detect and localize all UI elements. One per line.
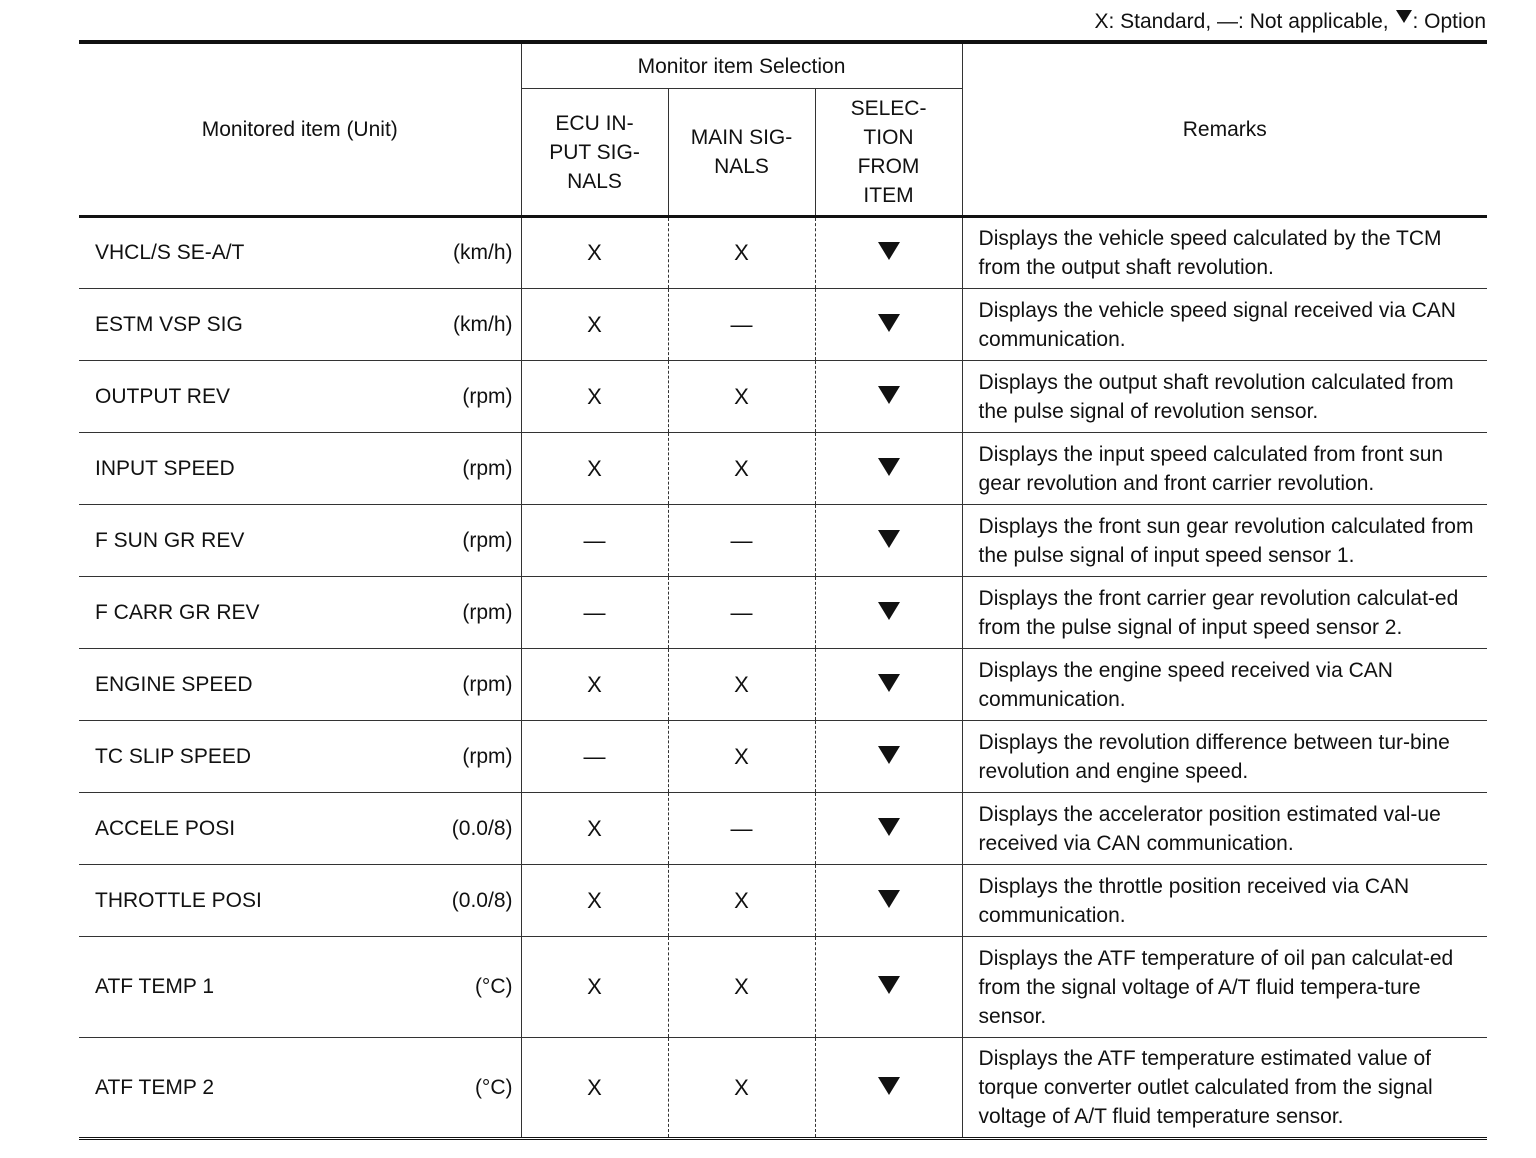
triangle-down-icon — [878, 976, 900, 994]
selection-from-item-mark — [815, 937, 962, 1038]
table-row — [79, 649, 1487, 721]
monitored-item-cell — [79, 433, 521, 505]
monitored-item-cell — [79, 289, 521, 361]
triangle-down-icon — [878, 530, 900, 548]
table-row — [79, 1038, 1487, 1139]
ecu-input-mark: X — [521, 937, 668, 1038]
triangle-down-icon — [878, 1077, 900, 1095]
legend-text: X: Standard, —: Not applicable, — [1094, 10, 1395, 33]
ecu-input-mark: X — [521, 361, 668, 433]
selection-from-item-mark — [815, 793, 962, 865]
item-name: INPUT SPEED — [95, 456, 235, 480]
table-row — [79, 289, 1487, 361]
remarks-cell: Displays the front sun gear revolution calculated from the pulse signal of input speed sensor 1. — [962, 505, 1487, 577]
ecu-input-mark: X — [521, 1038, 668, 1139]
main-signals-mark: — — [668, 289, 815, 361]
triangle-down-icon — [878, 242, 900, 260]
remarks-cell: Displays the vehicle speed calculated by the TCM from the output shaft revolution. — [962, 217, 1487, 289]
triangle-down-icon — [878, 746, 900, 764]
legend — [1094, 10, 1486, 34]
main-signals-mark: — — [668, 793, 815, 865]
triangle-down-icon — [878, 674, 900, 692]
selection-from-item-mark — [815, 289, 962, 361]
ecu-input-mark: X — [521, 433, 668, 505]
item-unit: (rpm) — [462, 672, 513, 696]
monitored-item-cell — [79, 721, 521, 793]
item-unit: (0.0/8) — [451, 816, 513, 840]
monitored-item-cell — [79, 793, 521, 865]
table-row — [79, 865, 1487, 937]
table-row — [79, 577, 1487, 649]
header-selection-from-item: SELEC- TION FROM ITEM — [815, 89, 962, 217]
item-name: ATF TEMP 1 — [95, 975, 215, 998]
item-name: ATF TEMP 2 — [95, 1075, 215, 1099]
remarks-cell: Displays the output shaft revolution calculated from the pulse signal of revolution sensor. — [962, 361, 1487, 433]
ecu-input-mark: X — [521, 865, 668, 937]
main-signals-mark: X — [668, 217, 815, 289]
table-row — [79, 721, 1487, 793]
table-row — [79, 505, 1487, 577]
item-name: THROTTLE POSI — [95, 888, 262, 912]
remarks-cell: Displays the engine speed received via CAN communication. — [962, 649, 1487, 721]
item-unit: (rpm) — [462, 456, 513, 480]
monitor-item-table — [79, 40, 1487, 1140]
item-name: ACCELE POSI — [95, 816, 236, 840]
ecu-input-mark: — — [521, 577, 668, 649]
remarks-cell: Displays the revolution difference between tur-bine revolution and engine speed. — [962, 721, 1487, 793]
triangle-down-icon — [1396, 10, 1412, 23]
header-main-signals: MAIN SIG- NALS — [668, 89, 815, 217]
header-remarks: Remarks — [962, 42, 1487, 217]
ecu-input-mark: — — [521, 505, 668, 577]
table-row — [79, 937, 1487, 1038]
item-unit: (rpm) — [462, 384, 513, 408]
item-unit: (km/h) — [453, 312, 513, 336]
item-unit: (°C) — [474, 1075, 513, 1099]
item-unit: (rpm) — [462, 744, 513, 768]
ecu-input-mark: X — [521, 649, 668, 721]
triangle-down-icon — [878, 458, 900, 476]
ecu-input-mark: X — [521, 793, 668, 865]
table-body — [79, 217, 1487, 1139]
item-unit: (rpm) — [462, 528, 513, 552]
header-monitored-item: Monitored item (Unit) — [79, 42, 521, 217]
main-signals-mark: X — [668, 649, 815, 721]
header-ecu-input-signals: ECU IN- PUT SIG- NALS — [521, 89, 668, 217]
item-name: F SUN GR REV — [95, 528, 245, 552]
table-row — [79, 217, 1487, 289]
main-signals-mark: X — [668, 937, 815, 1038]
item-unit: (0.0/8) — [451, 888, 513, 912]
selection-from-item-mark — [815, 649, 962, 721]
item-name: F CARR GR REV — [95, 600, 260, 624]
monitored-item-cell — [79, 217, 521, 289]
monitored-item-cell — [79, 937, 521, 1038]
item-name: ESTM VSP SIG — [95, 312, 243, 336]
selection-from-item-mark — [815, 505, 962, 577]
main-signals-mark: X — [668, 433, 815, 505]
main-signals-mark: X — [668, 1038, 815, 1139]
selection-from-item-mark — [815, 577, 962, 649]
remarks-cell: Displays the accelerator position estimated val-ue received via CAN communication. — [962, 793, 1487, 865]
ecu-input-mark: X — [521, 217, 668, 289]
table-row — [79, 433, 1487, 505]
item-name: TC SLIP SPEED — [95, 744, 252, 768]
header-monitor-item-selection: Monitor item Selection — [521, 42, 962, 89]
main-signals-mark: — — [668, 577, 815, 649]
selection-from-item-mark — [815, 433, 962, 505]
monitored-item-cell — [79, 577, 521, 649]
selection-from-item-mark — [815, 1038, 962, 1139]
monitored-item-cell — [79, 865, 521, 937]
remarks-cell: Displays the vehicle speed signal received via CAN communication. — [962, 289, 1487, 361]
selection-from-item-mark — [815, 361, 962, 433]
item-name: VHCL/S SE-A/T — [95, 241, 245, 264]
monitored-item-cell — [79, 1038, 521, 1139]
main-signals-mark: X — [668, 721, 815, 793]
remarks-cell: Displays the throttle position received via CAN communication. — [962, 865, 1487, 937]
main-signals-mark: X — [668, 361, 815, 433]
item-unit: (km/h) — [453, 241, 513, 264]
remarks-cell: Displays the input speed calculated from front sun gear revolution and front carrier revolution. — [962, 433, 1487, 505]
table-row — [79, 793, 1487, 865]
table-row — [79, 361, 1487, 433]
triangle-down-icon — [878, 890, 900, 908]
selection-from-item-mark — [815, 865, 962, 937]
ecu-input-mark: X — [521, 289, 668, 361]
remarks-cell: Displays the front carrier gear revolution calculat-ed from the pulse signal of input speed sensor 2. — [962, 577, 1487, 649]
legend-option-text: : Option — [1412, 10, 1486, 33]
item-unit: (°C) — [474, 975, 513, 998]
main-signals-mark: — — [668, 505, 815, 577]
remarks-cell: Displays the ATF temperature estimated value of torque converter outlet calculated from the signal voltage of A/T fluid temperature sensor. — [962, 1038, 1487, 1139]
main-signals-mark: X — [668, 865, 815, 937]
triangle-down-icon — [878, 818, 900, 836]
monitored-item-cell — [79, 361, 521, 433]
ecu-input-mark: — — [521, 721, 668, 793]
triangle-down-icon — [878, 386, 900, 404]
triangle-down-icon — [878, 314, 900, 332]
item-unit: (rpm) — [462, 600, 513, 624]
triangle-down-icon — [878, 602, 900, 620]
remarks-cell: Displays the ATF temperature of oil pan calculat-ed from the signal voltage of A/T fluid tempera-ture sensor. — [962, 937, 1487, 1038]
monitored-item-cell — [79, 649, 521, 721]
monitored-item-cell — [79, 505, 521, 577]
selection-from-item-mark — [815, 217, 962, 289]
item-name: OUTPUT REV — [95, 384, 230, 408]
selection-from-item-mark — [815, 721, 962, 793]
item-name: ENGINE SPEED — [95, 672, 253, 696]
